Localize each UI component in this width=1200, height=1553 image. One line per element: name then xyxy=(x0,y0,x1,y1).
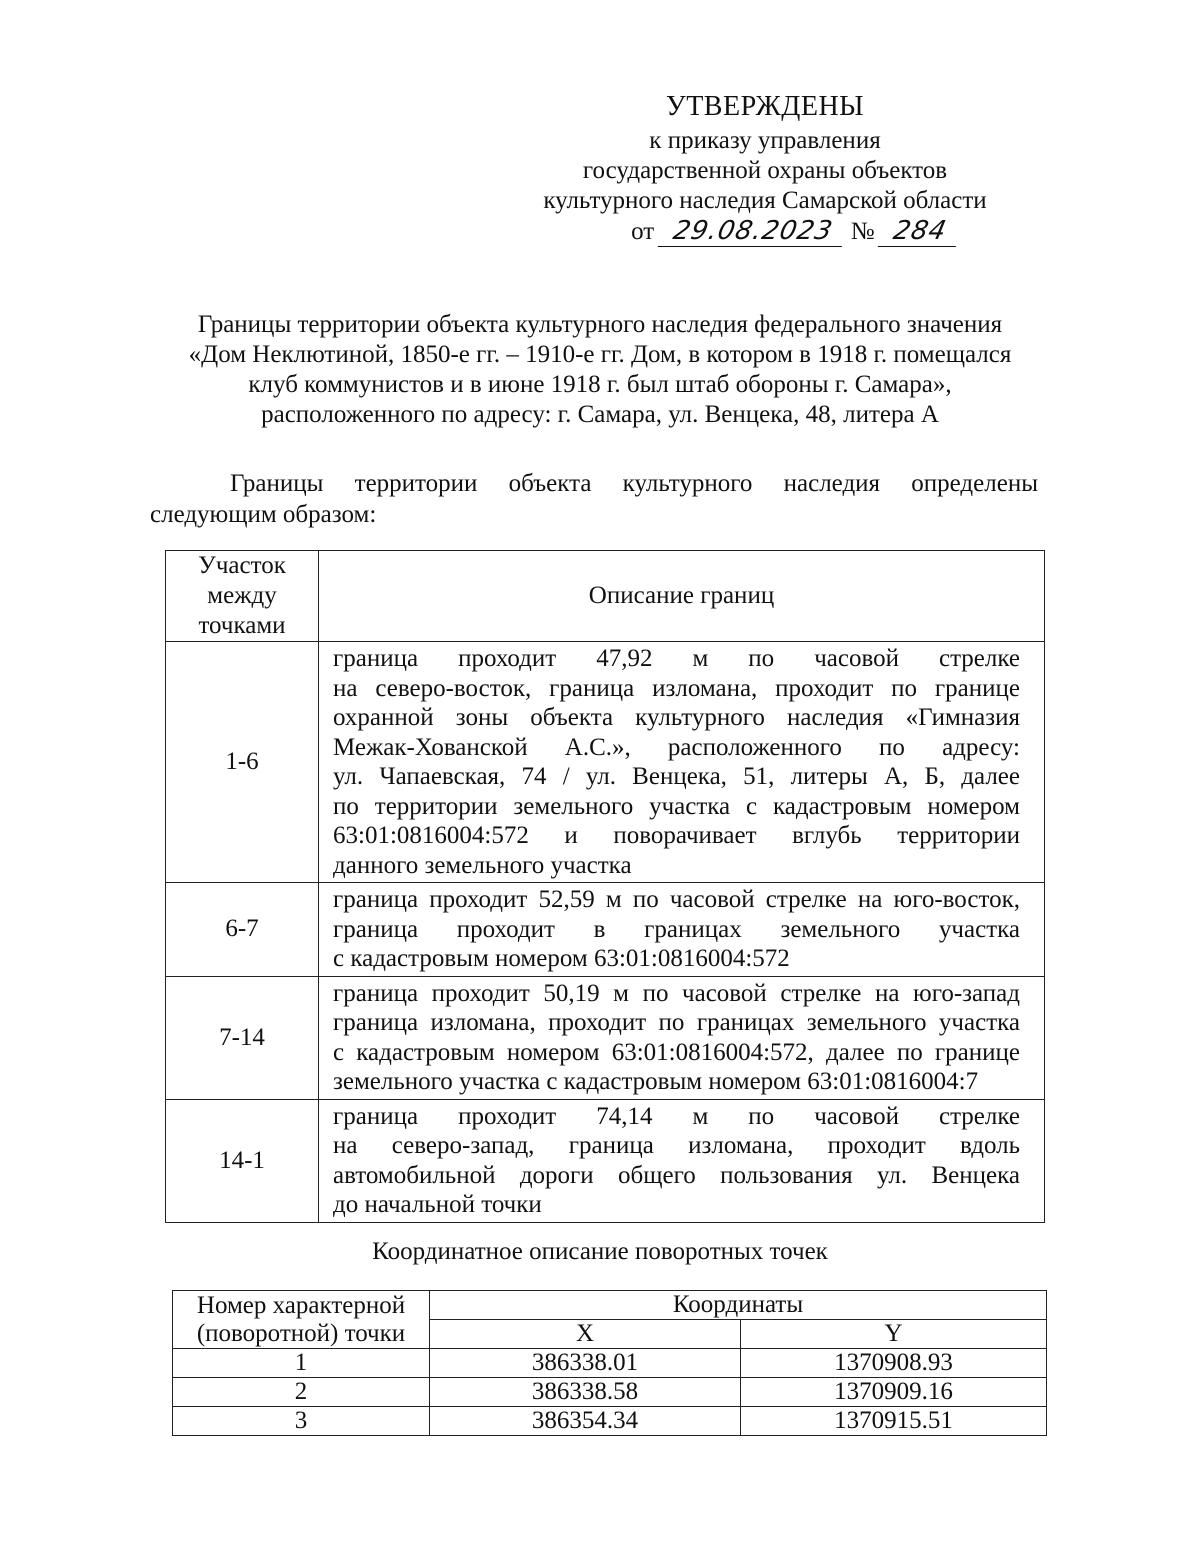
table-row xyxy=(173,1349,1047,1378)
table-row xyxy=(173,1378,1047,1407)
boundary-table-header xyxy=(166,551,1045,642)
description-line: данного земельного участка xyxy=(333,851,632,879)
document-title xyxy=(140,310,1060,430)
header-section-cell xyxy=(166,551,319,642)
description-cell xyxy=(319,976,1045,1099)
description-line: с кадастровым номером 63:01:0816004:572, далее по границе xyxy=(333,1038,1020,1066)
description-line: граница проходит 47,92 м по часовой стрелке xyxy=(333,645,1020,672)
table-row xyxy=(166,642,1045,883)
description-line: на северо-запад, граница изломана, проходит вдоль xyxy=(333,1132,1020,1159)
section-cell: 7-14 xyxy=(166,976,319,1099)
point-number-cell: 3 xyxy=(173,1407,430,1436)
description-line: граница проходит 50,19 м по часовой стрелке на юго-запад xyxy=(333,979,1020,1007)
coords-title: Координатное описание поворотных точек xyxy=(372,1238,828,1265)
header-description-cell: Описание границ xyxy=(319,551,1045,642)
description-line: 63:01:0816004:572 и поворачивает вглубь территории xyxy=(333,822,1020,849)
description-cell xyxy=(319,883,1045,977)
from-label: от xyxy=(631,218,655,245)
header-section-line-3: точками xyxy=(198,612,286,639)
y-cell: 1370908.93 xyxy=(741,1349,1047,1378)
intro-paragraph xyxy=(150,468,1038,530)
coords-table-header xyxy=(173,1291,1047,1320)
point-number-cell: 1 xyxy=(173,1349,430,1378)
approval-line-2: государственной охраны объектов xyxy=(582,157,948,184)
y-cell: 1370909.16 xyxy=(741,1378,1047,1407)
boundary-table xyxy=(165,550,1045,1223)
description-cell xyxy=(319,1099,1045,1222)
table-row xyxy=(173,1407,1047,1436)
header-point-line-1: Номер характерной xyxy=(196,1291,406,1319)
description-line: автомобильной дороги общего пользования ул. Венцека xyxy=(333,1161,1020,1189)
title-line-4: расположенного по адресу: г. Самара, ул. Венцека, 48, литера А xyxy=(261,401,939,428)
order-date-handwritten: 29.08.2023 xyxy=(657,216,848,247)
description-line: граница проходит 52,59 м по часовой стрелке на юго-восток, xyxy=(333,886,1020,913)
header-x-cell: X xyxy=(430,1320,741,1349)
header-point-cell xyxy=(173,1291,430,1349)
coords-table xyxy=(172,1290,1047,1436)
description-line: охранной зоны объекта культурного наследия «Гимназия xyxy=(333,704,1020,731)
header-section-line-2: между xyxy=(207,582,277,609)
description-line: граница проходит 74,14 м по часовой стрелке xyxy=(333,1102,1020,1130)
header-point-line-2: (поворотной) точки xyxy=(196,1319,406,1347)
header-section-line-1: Участок xyxy=(198,552,286,579)
title-line-3: клуб коммунистов и в июне 1918 г. был штаб обороны г. Самара», xyxy=(248,371,952,398)
order-number-handwritten: 284 xyxy=(878,216,963,247)
description-line: Межак-Хованской А.С.», расположенного по адресу: xyxy=(333,733,1020,761)
x-cell: 386338.58 xyxy=(430,1378,741,1407)
intro-line-1: Границы территории объекта культурного наследия определены xyxy=(230,470,1038,497)
point-number-cell: 2 xyxy=(173,1378,430,1407)
number-label: № xyxy=(850,218,875,245)
title-line-1: Границы территории объекта культурного наследия федерального значения xyxy=(197,311,1003,338)
description-line: граница изломана, проходит по границах земельного участка xyxy=(333,1009,1020,1036)
table-row xyxy=(166,883,1045,977)
x-cell: 386338.01 xyxy=(430,1349,741,1378)
section-cell: 1-6 xyxy=(166,642,319,883)
title-line-2: «Дом Неклютиной, 1850-е гг. – 1910-е гг. Дом, в котором в 1918 г. помещался xyxy=(188,341,1012,368)
x-cell: 386354.34 xyxy=(430,1407,741,1436)
description-cell xyxy=(319,642,1045,883)
description-line: на северо-восток, граница изломана, проходит по границе xyxy=(333,674,1020,702)
header-y-cell: Y xyxy=(741,1320,1047,1349)
header-coords-cell: Координаты xyxy=(430,1291,1047,1320)
y-cell: 1370915.51 xyxy=(741,1407,1047,1436)
section-cell: 14-1 xyxy=(166,1099,319,1222)
description-line: по территории земельного участка с кадастровым номером xyxy=(333,792,1020,820)
section-cell: 6-7 xyxy=(166,883,319,977)
description-line: ул. Чапаевская, 74 / ул. Венцека, 51, литеры А, Б, далее xyxy=(333,763,1020,790)
description-line: с кадастровым номером 63:01:0816004:572 xyxy=(333,945,790,972)
approval-block xyxy=(520,92,1010,247)
table-row xyxy=(166,1099,1045,1222)
order-date-line xyxy=(631,216,959,247)
approval-line-1: к приказу управления xyxy=(649,127,881,154)
approval-line-3: культурного наследия Самарской области xyxy=(543,187,987,214)
approval-heading: УТВЕРЖДЕНЫ xyxy=(665,91,865,122)
table-row xyxy=(166,976,1045,1099)
description-line: до начальной точки xyxy=(333,1191,542,1218)
description-line: земельного участка с кадастровым номером 63:01:0816004:7 xyxy=(333,1068,979,1095)
description-line: граница проходит в границах земельного участка xyxy=(333,915,1020,943)
intro-line-2: следующим образом: xyxy=(150,501,377,528)
